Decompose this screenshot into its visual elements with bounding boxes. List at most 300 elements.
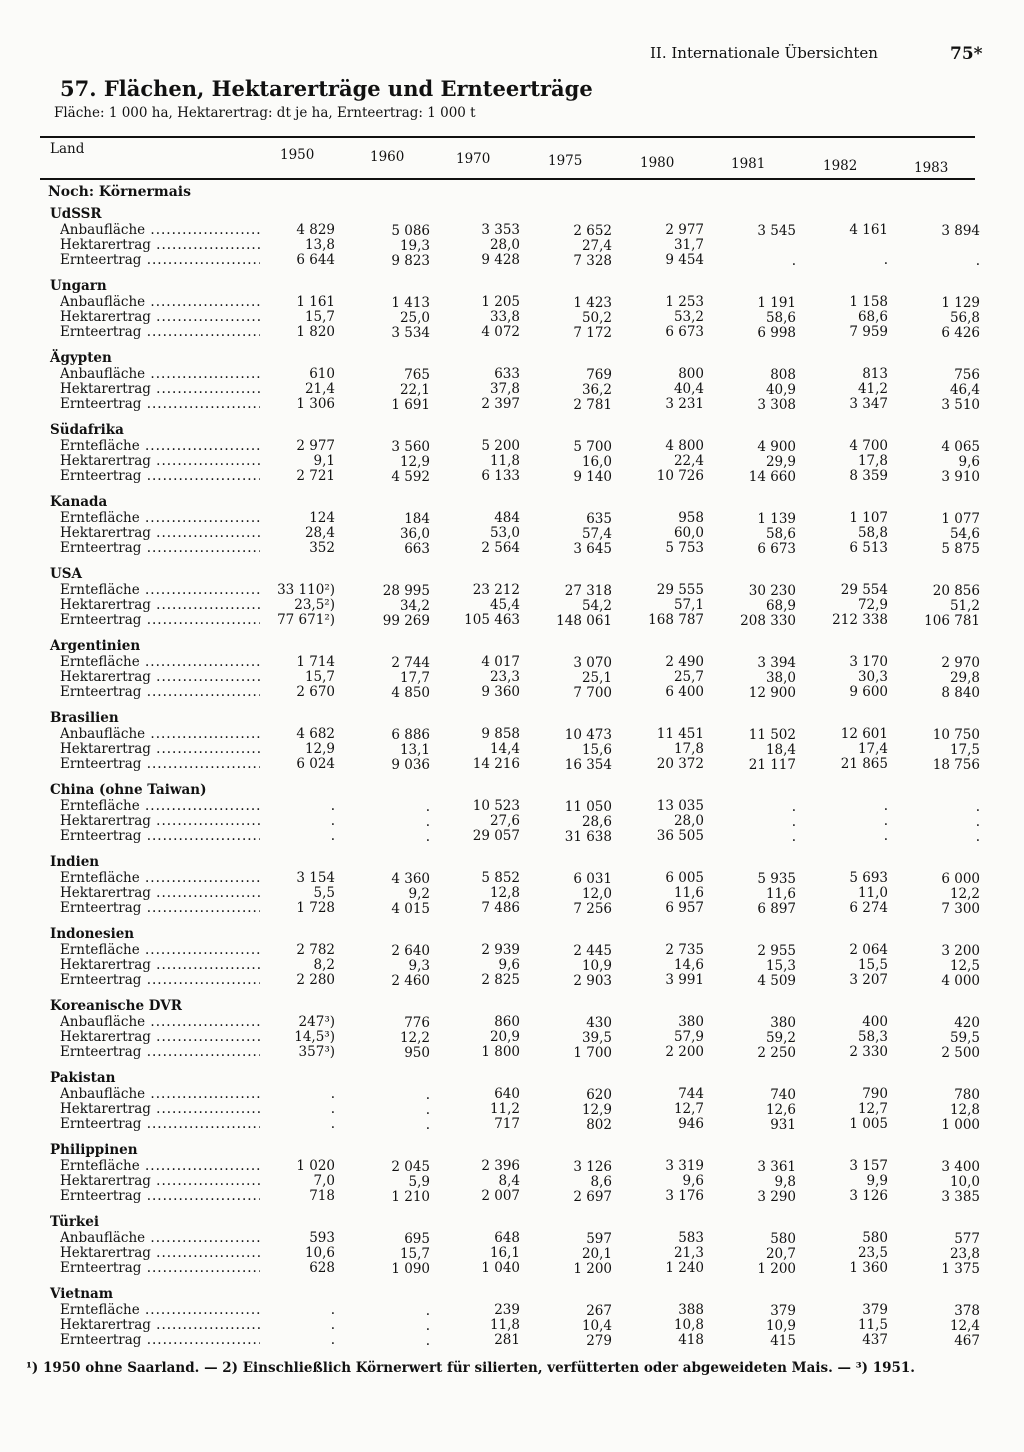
table-cell: 6 513: [849, 540, 888, 556]
table-cell: 4 900: [757, 439, 796, 455]
metric-label: Anbaufläche .....: [60, 727, 260, 742]
table-cell: 7 300: [941, 901, 980, 917]
table-cell: .: [425, 1333, 430, 1349]
table-cell: 5 086: [391, 223, 430, 239]
year-header: 1950: [280, 147, 315, 163]
metric-label: Erntefläche .....: [60, 511, 260, 526]
table-cell: 6 886: [391, 727, 430, 743]
table-cell: 9 858: [481, 726, 520, 742]
table-row: [60, 685, 1024, 700]
table-cell: 2 396: [481, 1158, 520, 1174]
table-cell: 430: [586, 1015, 612, 1031]
table-cell: 6 673: [665, 324, 704, 340]
table-cell: 717: [494, 1116, 520, 1132]
table-cell: 53,0: [489, 525, 520, 541]
table-row: [60, 598, 1024, 613]
table-cell: 14,4: [489, 741, 520, 757]
table-cell: 7 959: [849, 324, 888, 340]
table-cell: 14,5³): [294, 1029, 335, 1045]
table-cell: 9 454: [665, 252, 704, 268]
table-cell: 484: [494, 510, 520, 526]
table-row: [60, 1333, 1024, 1348]
table-cell: 37,8: [489, 381, 520, 397]
metric-label: Erntefläche .....: [60, 943, 260, 958]
country-name: Pakistan: [50, 1070, 116, 1086]
table-cell: 14 660: [748, 469, 796, 485]
table-cell: 28,0: [489, 237, 520, 253]
country-block: [30, 854, 990, 926]
table-cell: 10 473: [564, 727, 612, 743]
section-label: Noch: Körnermais: [48, 184, 192, 200]
country-block: [30, 1070, 990, 1142]
country-name: Brasilien: [50, 710, 119, 726]
table-cell: 33,8: [489, 309, 520, 325]
table-cell: 11,6: [673, 885, 704, 901]
table-cell: .: [791, 814, 796, 830]
table-cell: 2 330: [849, 1044, 888, 1060]
table-cell: 790: [862, 1086, 888, 1102]
table-cell: 7,0: [313, 1173, 335, 1189]
metric-label: Erntefläche .....: [60, 583, 260, 598]
table-cell: 2 903: [573, 973, 612, 989]
table-row: [60, 799, 1024, 814]
table-cell: 1 020: [296, 1158, 335, 1174]
year-header: 1982: [823, 158, 858, 174]
table-cell: .: [791, 799, 796, 815]
table-cell: 860: [494, 1014, 520, 1030]
table-cell: .: [425, 1303, 430, 1319]
table-cell: 31 638: [564, 829, 612, 845]
table-row: [60, 1087, 1024, 1102]
metric-label: Hektarertrag .....: [60, 598, 260, 613]
table-cell: 12,7: [673, 1101, 704, 1117]
table-cell: 68,6: [857, 309, 888, 325]
table-cell: 6 998: [757, 325, 796, 341]
table-cell: 583: [678, 1230, 704, 1246]
table-cell: 12 601: [840, 726, 888, 742]
table-cell: .: [330, 1101, 335, 1117]
country-block: [30, 350, 990, 422]
table-cell: 11,2: [489, 1101, 520, 1117]
table-cell: 29,9: [765, 454, 796, 470]
table-cell: 1 800: [481, 1044, 520, 1060]
table-cell: 400: [862, 1014, 888, 1030]
table-cell: 2 744: [391, 655, 430, 671]
table-cell: 29 555: [656, 582, 704, 598]
table-cell: .: [330, 1302, 335, 1318]
table-cell: 20,7: [765, 1246, 796, 1262]
table-cell: 1 005: [849, 1116, 888, 1132]
table-cell: 4 017: [481, 654, 520, 670]
table-row: [60, 958, 1024, 973]
table-cell: 5 852: [481, 870, 520, 886]
table-cell: 9,6: [958, 454, 980, 470]
table-cell: 11 502: [748, 727, 796, 743]
table-cell: 800: [678, 366, 704, 382]
table-cell: .: [883, 813, 888, 829]
metric-label: Hektarertrag .....: [60, 238, 260, 253]
table-cell: 2 007: [481, 1188, 520, 1204]
table-cell: 15,6: [581, 742, 612, 758]
metric-label: Ernteertrag .....: [60, 397, 260, 412]
table-cell: 3 207: [849, 972, 888, 988]
table-cell: 2 280: [296, 972, 335, 988]
table-cell: 931: [770, 1117, 796, 1133]
table-cell: .: [425, 799, 430, 815]
table-cell: 5,5: [313, 885, 335, 901]
table-cell: 740: [770, 1087, 796, 1103]
table-cell: 10,4: [581, 1318, 612, 1334]
table-cell: 11 050: [564, 799, 612, 815]
table-cell: 3 126: [573, 1159, 612, 1175]
table-cell: 2 977: [296, 438, 335, 454]
table-cell: 6 400: [665, 684, 704, 700]
table-cell: 10 726: [656, 468, 704, 484]
table-cell: 2 500: [941, 1045, 980, 1061]
table-cell: .: [330, 828, 335, 844]
country-name: USA: [50, 566, 82, 582]
table-row: [60, 382, 1024, 397]
table-cell: .: [330, 1317, 335, 1333]
metric-label: Hektarertrag .....: [60, 1318, 260, 1333]
table-cell: 99 269: [382, 613, 430, 629]
table-cell: 2 970: [941, 655, 980, 671]
table-cell: 4 800: [665, 438, 704, 454]
country-block: [30, 782, 990, 854]
table-cell: 3 560: [391, 439, 430, 455]
metric-label: Erntefläche .....: [60, 871, 260, 886]
table-cell: 51,2: [949, 598, 980, 614]
top-rule: [40, 136, 975, 138]
table-row: [60, 1303, 1024, 1318]
table-cell: 10,8: [673, 1317, 704, 1333]
country-name: Vietnam: [50, 1286, 114, 1302]
table-cell: 5 200: [481, 438, 520, 454]
table-cell: 3 894: [941, 223, 980, 239]
table-cell: 776: [404, 1015, 430, 1031]
table-cell: 19,3: [399, 238, 430, 254]
table-row: [60, 973, 1024, 988]
table-cell: 380: [770, 1015, 796, 1031]
country-name: Philippinen: [50, 1142, 138, 1158]
table-cell: 23,8: [949, 1246, 980, 1262]
table-cell: 3 231: [665, 396, 704, 412]
table-cell: 1 040: [481, 1260, 520, 1276]
metric-label: Anbaufläche .....: [60, 1015, 260, 1030]
table-cell: 4 850: [391, 685, 430, 701]
table-cell: 12,8: [489, 885, 520, 901]
table-cell: 7 700: [573, 685, 612, 701]
table-cell: 577: [954, 1231, 980, 1247]
table-cell: 3 319: [665, 1158, 704, 1174]
table-cell: 1 210: [391, 1189, 430, 1205]
country-block: [30, 1142, 990, 1214]
table-cell: 4 360: [391, 871, 430, 887]
table-cell: 11,5: [857, 1317, 888, 1333]
table-cell: 20 856: [932, 583, 980, 599]
table-cell: 15,3: [765, 958, 796, 974]
table-cell: 4 065: [941, 439, 980, 455]
table-cell: 41,2: [857, 381, 888, 397]
country-block: [30, 926, 990, 998]
table-cell: 12,8: [949, 1102, 980, 1118]
table-cell: 12,2: [399, 1030, 430, 1046]
table-cell: 21,4: [304, 381, 335, 397]
table-cell: 9,1: [313, 453, 335, 469]
table-cell: 3 070: [573, 655, 612, 671]
table-cell: 467: [954, 1333, 980, 1349]
table-cell: 27 318: [564, 583, 612, 599]
table-cell: 27,6: [489, 813, 520, 829]
metric-label: Ernteertrag .....: [60, 685, 260, 700]
table-cell: 3 353: [481, 222, 520, 238]
table-cell: 14,6: [673, 957, 704, 973]
table-cell: .: [330, 798, 335, 814]
table-cell: 4 700: [849, 438, 888, 454]
metric-label: Ernteertrag .....: [60, 757, 260, 772]
table-cell: 68,9: [765, 598, 796, 614]
table-cell: 247³): [298, 1014, 335, 1030]
table-cell: 40,9: [765, 382, 796, 398]
table-cell: 9,8: [774, 1174, 796, 1190]
table-cell: 7 486: [481, 900, 520, 916]
table-cell: 4 682: [296, 726, 335, 742]
table-cell: 57,1: [673, 597, 704, 613]
table-cell: 22,4: [673, 453, 704, 469]
table-row: [60, 871, 1024, 886]
land-header: Land: [50, 141, 85, 157]
table-cell: 3 308: [757, 397, 796, 413]
table-cell: 1 200: [757, 1261, 796, 1277]
table-cell: 9 360: [481, 684, 520, 700]
table-cell: 1 375: [941, 1261, 980, 1277]
table-cell: 29 057: [472, 828, 520, 844]
metric-label: Ernteertrag .....: [60, 829, 260, 844]
table-cell: 1 820: [296, 324, 335, 340]
table-cell: 2 825: [481, 972, 520, 988]
table-cell: 2 652: [573, 223, 612, 239]
year-header: 1970: [456, 151, 491, 167]
table-cell: 53,2: [673, 309, 704, 325]
table-cell: 2 200: [665, 1044, 704, 1060]
table-cell: 12,9: [304, 741, 335, 757]
table-cell: 36 505: [656, 828, 704, 844]
table-row: [60, 1174, 1024, 1189]
table-row: [60, 439, 1024, 454]
table-row: [60, 727, 1024, 742]
table-row: [60, 541, 1024, 556]
table-cell: 14 216: [472, 756, 520, 772]
table-cell: 2 955: [757, 943, 796, 959]
table-cell: .: [425, 1102, 430, 1118]
table-cell: 36,0: [399, 526, 430, 542]
table-cell: 57,4: [581, 526, 612, 542]
year-header: 1981: [731, 156, 766, 172]
table-cell: 1 714: [296, 654, 335, 670]
table-cell: 3 157: [849, 1158, 888, 1174]
table-cell: 12,5: [949, 958, 980, 974]
table-cell: 22,1: [399, 382, 430, 398]
table-cell: 12,9: [399, 454, 430, 470]
table-cell: 9,9: [866, 1173, 888, 1189]
table-cell: 6 673: [757, 541, 796, 557]
table-cell: 239: [494, 1302, 520, 1318]
table-row: [60, 238, 1024, 253]
table-cell: 1 158: [849, 294, 888, 310]
table-cell: 58,3: [857, 1029, 888, 1045]
table-cell: 16 354: [564, 757, 612, 773]
table-cell: 58,8: [857, 525, 888, 541]
table-cell: .: [330, 1086, 335, 1102]
table-cell: 11,8: [489, 453, 520, 469]
table-cell: 281: [494, 1332, 520, 1348]
units-subtitle: Fläche: 1 000 ha, Hektarertrag: dt je ha, Ernteertrag: 1 000 t: [54, 105, 476, 121]
table-cell: 28,0: [673, 813, 704, 829]
metric-label: Hektarertrag .....: [60, 526, 260, 541]
table-cell: 20,9: [489, 1029, 520, 1045]
table-row: [60, 829, 1024, 844]
table-cell: 1 000: [941, 1117, 980, 1133]
table-cell: 808: [770, 367, 796, 383]
table-cell: 40,4: [673, 381, 704, 397]
table-cell: 10,0: [949, 1174, 980, 1190]
column-header: [0, 141, 1024, 181]
metric-label: Ernteertrag .....: [60, 1333, 260, 1348]
table-row: [60, 613, 1024, 628]
country-name: Indien: [50, 854, 100, 870]
metric-label: Hektarertrag .....: [60, 310, 260, 325]
table-cell: 34,2: [399, 598, 430, 614]
table-cell: 6 024: [296, 756, 335, 772]
table-cell: 9 140: [573, 469, 612, 485]
table-cell: 56,8: [949, 310, 980, 326]
table-cell: 5 935: [757, 871, 796, 887]
table-cell: 4 015: [391, 901, 430, 917]
table-row: [60, 670, 1024, 685]
header-rule: [40, 178, 975, 180]
metric-label: Erntefläche .....: [60, 439, 260, 454]
table-cell: 633: [494, 366, 520, 382]
table-cell: 12,6: [765, 1102, 796, 1118]
table-cell: 958: [678, 510, 704, 526]
metric-label: Hektarertrag .....: [60, 958, 260, 973]
table-cell: 13,8: [304, 237, 335, 253]
table-cell: 105 463: [464, 612, 520, 628]
table-cell: 17,8: [673, 741, 704, 757]
table-cell: 9,3: [408, 958, 430, 974]
year-header: 1980: [640, 155, 675, 171]
table-row: [60, 1102, 1024, 1117]
table-cell: 11,0: [857, 885, 888, 901]
metric-label: Anbaufläche .....: [60, 223, 260, 238]
table-cell: 15,7: [304, 309, 335, 325]
table-cell: 9,6: [682, 1173, 704, 1189]
table-cell: 437: [862, 1332, 888, 1348]
table-cell: 718: [309, 1188, 335, 1204]
table-row: [60, 1045, 1024, 1060]
table-cell: 20,1: [581, 1246, 612, 1262]
table-cell: .: [883, 798, 888, 814]
table-cell: 4 072: [481, 324, 520, 340]
table-cell: 12,7: [857, 1101, 888, 1117]
table-cell: 25,0: [399, 310, 430, 326]
table-row: [60, 469, 1024, 484]
table-cell: 628: [309, 1260, 335, 1276]
table-cell: 2 697: [573, 1189, 612, 1205]
page-title: 57. Flächen, Hektarerträge und Ernteerträge: [60, 76, 593, 101]
table-cell: 7 256: [573, 901, 612, 917]
metric-label: Ernteertrag .....: [60, 541, 260, 556]
table-cell: 1 423: [573, 295, 612, 311]
table-cell: 106 781: [924, 613, 980, 629]
table-cell: 352: [309, 540, 335, 556]
section-header: II. Internationale Übersichten: [650, 44, 878, 62]
table-cell: 168 787: [648, 612, 704, 628]
table-cell: 279: [586, 1333, 612, 1349]
table-cell: 15,7: [399, 1246, 430, 1262]
table-cell: 8,2: [313, 957, 335, 973]
table-cell: 18 756: [932, 757, 980, 773]
metric-label: Ernteertrag .....: [60, 613, 260, 628]
table-cell: 597: [586, 1231, 612, 1247]
table-cell: .: [975, 829, 980, 845]
table-cell: 17,7: [399, 670, 430, 686]
table-cell: 16,0: [581, 454, 612, 470]
table-cell: 9,2: [408, 886, 430, 902]
table-row: [60, 814, 1024, 829]
table-cell: .: [330, 813, 335, 829]
table-cell: 4 592: [391, 469, 430, 485]
table-cell: 58,6: [765, 310, 796, 326]
table-row: [60, 253, 1024, 268]
table-cell: 9 823: [391, 253, 430, 269]
table-cell: 3 910: [941, 469, 980, 485]
country-name: Türkei: [50, 1214, 100, 1230]
metric-label: Ernteertrag .....: [60, 973, 260, 988]
table-cell: 10,6: [304, 1245, 335, 1261]
table-cell: 3 400: [941, 1159, 980, 1175]
country-name: Indonesien: [50, 926, 135, 942]
table-cell: 9 428: [481, 252, 520, 268]
country-name: Koreanische DVR: [50, 998, 182, 1014]
table-row: [60, 1189, 1024, 1204]
table-cell: 744: [678, 1086, 704, 1102]
table-cell: 267: [586, 1303, 612, 1319]
metric-label: Hektarertrag .....: [60, 454, 260, 469]
table-row: [60, 397, 1024, 412]
table-cell: 3 170: [849, 654, 888, 670]
table-cell: 3 394: [757, 655, 796, 671]
table-cell: 27,4: [581, 238, 612, 254]
metric-label: Hektarertrag .....: [60, 814, 260, 829]
table-cell: 5 700: [573, 439, 612, 455]
metric-label: Ernteertrag .....: [60, 253, 260, 268]
table-row: [60, 1261, 1024, 1276]
table-cell: 1 139: [757, 511, 796, 527]
table-cell: 2 250: [757, 1045, 796, 1061]
table-cell: 12,4: [949, 1318, 980, 1334]
table-cell: 379: [770, 1303, 796, 1319]
table-cell: 380: [678, 1014, 704, 1030]
table-cell: 3 290: [757, 1189, 796, 1205]
table-cell: 2 564: [481, 540, 520, 556]
table-cell: 77 671²): [277, 612, 335, 628]
table-cell: 3 645: [573, 541, 612, 557]
table-cell: 208 330: [740, 613, 796, 629]
table-cell: 6 897: [757, 901, 796, 917]
metric-label: Ernteertrag .....: [60, 901, 260, 916]
table-cell: 57,9: [673, 1029, 704, 1045]
